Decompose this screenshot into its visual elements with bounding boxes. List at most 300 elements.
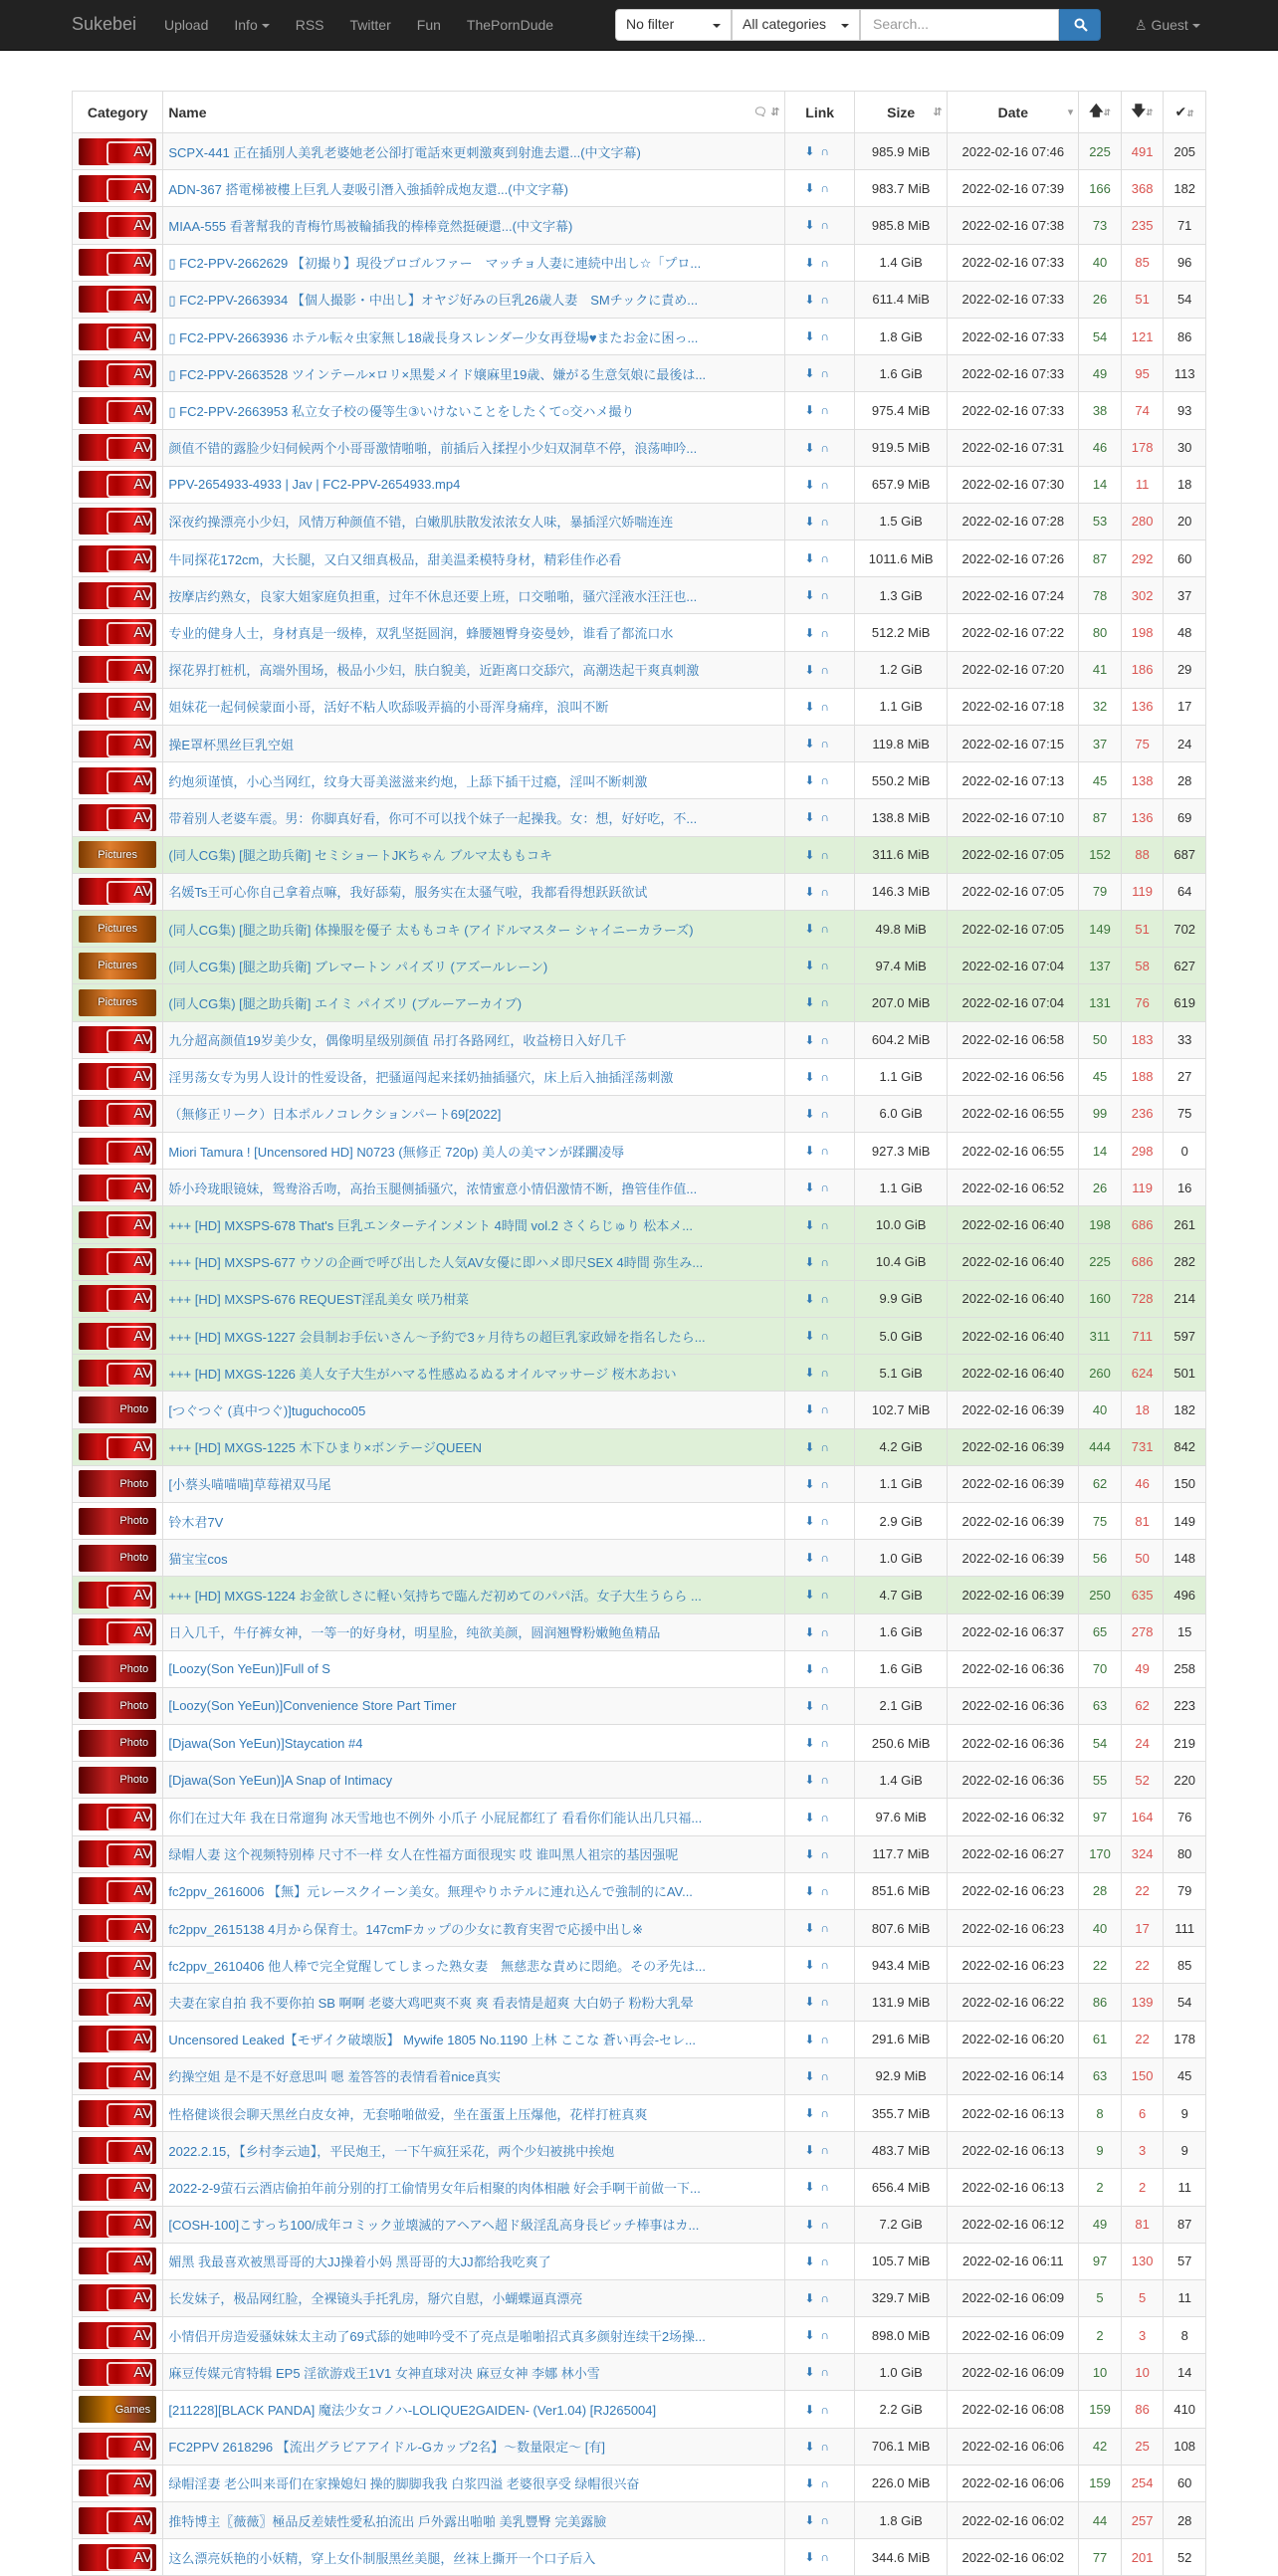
magnet-icon[interactable]: ∩ [820,255,836,270]
category-badge[interactable]: AV [79,1360,156,1387]
category-badge[interactable]: AV [79,1100,156,1127]
torrent-title-link[interactable]: +++ [HD] MXSPS-677 ウソの企画で呼び出した人気AV女優に即ハメ即尺SEX 4時間 弥生み... [168,1255,704,1271]
torrent-title-link[interactable]: 性格健谈很会聊天黑丝白皮女神，无套啪啪做爱，坐在蛋蛋上压爆他，花样打桩真爽 [168,2106,648,2122]
magnet-icon[interactable]: ∩ [820,1366,836,1381]
category-badge[interactable]: Photo [79,1655,156,1682]
download-icon[interactable]: ⬇ [804,477,821,492]
download-icon[interactable]: ⬇ [804,1291,821,1306]
header-name[interactable] [163,92,785,133]
category-badge[interactable]: Photo [79,1767,156,1794]
magnet-icon[interactable]: ∩ [820,2550,836,2565]
torrent-title-link[interactable]: +++ [HD] MXGS-1225 木下ひまり×ボンテージQUEEN [168,1440,483,1456]
magnet-icon[interactable]: ∩ [820,2032,836,2046]
download-icon[interactable]: ⬇ [804,403,821,418]
category-badge[interactable]: AV [79,2507,156,2534]
magnet-icon[interactable]: ∩ [820,1032,836,1047]
site-brand[interactable]: Sukebei [72,14,137,34]
torrent-title-link[interactable]: Uncensored Leaked【モザイク破壊版】 Mywife 1805 No.1190 上林 ここな 蒼い再会-セレ... [168,2033,696,2048]
torrent-title-link[interactable]: 约炮须谨慎，小心当网红，纹身大哥美滋滋来约炮，上舔下插干过瘾，淫叫不断刺激 [168,773,648,789]
seeders-cell: 26 [1079,1170,1122,1206]
category-badge[interactable]: AV [79,1915,156,1942]
download-icon[interactable]: ⬇ [804,144,821,159]
download-icon[interactable]: ⬇ [804,1106,821,1121]
download-icon[interactable]: ⬇ [804,2365,821,2380]
magnet-icon[interactable]: ∩ [820,2106,836,2121]
category-badge[interactable]: AV [79,1952,156,1979]
torrent-title-link[interactable]: 铃木君7V [168,1514,224,1530]
magnet-icon[interactable]: ∩ [820,2254,836,2268]
download-icon[interactable]: ⬇ [804,2143,821,2158]
download-icon[interactable]: ⬇ [804,1144,821,1159]
magnet-icon[interactable]: ∩ [820,218,836,233]
category-badge[interactable]: AV [79,2026,156,2052]
magnet-icon[interactable]: ∩ [820,2180,836,2195]
download-icon[interactable]: ⬇ [804,1329,821,1344]
magnet-icon[interactable]: ∩ [820,1329,836,1344]
torrent-title-link[interactable]: fc2ppv_2615138 4月から保育士。147cmFカップの少女に教育実習で応援中出し※ [168,1921,644,1937]
link-cell [785,984,855,1021]
category-badge[interactable]: AV [79,2248,156,2274]
download-icon[interactable]: ⬇ [804,2550,821,2565]
nav-upload[interactable]: Upload [164,17,209,33]
download-icon[interactable]: ⬇ [804,1476,821,1491]
category-badge[interactable]: Photo [79,1470,156,1497]
download-icon[interactable]: ⬇ [804,366,821,381]
magnet-icon[interactable]: ∩ [820,292,836,307]
torrent-title-link[interactable]: MIAA-555 看著幫我的青梅竹馬被輪插我的棒棒竟然挺硬還...(中文字幕) [168,218,573,234]
download-icon[interactable]: ⬇ [804,329,821,344]
category-badge[interactable]: AV [79,397,156,424]
magnet-icon[interactable]: ∩ [820,1254,836,1269]
category-badge[interactable]: AV [79,582,156,609]
torrent-title-link[interactable]: (同人CG集) [腿之助兵衛] ブレマートン パイズリ (アズールレーン) [168,959,548,974]
download-icon[interactable]: ⬇ [804,1181,821,1195]
header-size[interactable] [854,92,947,133]
category-badge[interactable]: AV [79,804,156,831]
category-badge[interactable]: AV [79,1804,156,1830]
torrent-title-link[interactable]: fc2ppv_2616006 【無】元レースクイーン美女。無理やりホテルに連れ込んで強制的にAV... [168,1884,693,1900]
torrent-title-link[interactable]: PPV-2654933-4933 | Jav | FC2-PPV-2654933.mp4 [168,477,461,493]
name-cell [163,2206,785,2243]
download-icon[interactable]: ⬇ [804,2217,821,2232]
magnet-icon[interactable]: ∩ [820,1921,836,1936]
nav-fun[interactable]: Fun [416,17,441,33]
download-icon[interactable]: ⬇ [804,2513,821,2528]
magnet-icon[interactable]: ∩ [820,366,836,381]
magnet-icon[interactable]: ∩ [820,329,836,344]
category-badge[interactable]: Photo [79,1508,156,1535]
download-icon[interactable]: ⬇ [804,1366,821,1381]
magnet-icon[interactable]: ∩ [820,847,836,862]
torrent-title-link[interactable]: 日入几千，牛仔裤女神，一等一的好身材，明星脸，纯欲美颜，圆润翘臀粉嫩鲍鱼精品 [168,1625,661,1641]
filter-select[interactable] [615,9,732,41]
category-badge[interactable]: AV [79,2359,156,2386]
torrent-title-link[interactable]: [COSH-100]こすっち100/成年コミック並壊滅的アヘアヘ超ド級淫乱高身長ビッチ棒事はカ... [168,2218,700,2234]
download-icon[interactable]: ⬇ [804,1810,821,1825]
category-badge[interactable]: AV [79,360,156,387]
download-icon[interactable]: ⬇ [804,218,821,233]
category-badge[interactable]: AV [79,1248,156,1275]
magnet-icon[interactable]: ∩ [820,884,836,899]
torrent-title-link[interactable]: 你们在过大年 我在日常遛狗 冰天雪地也不例外 小爪子 小屁屁都红了 看看你们能认出几只福... [168,1811,703,1826]
download-icon[interactable]: ⬇ [804,995,821,1010]
table-row [73,2502,1206,2539]
category-badge[interactable]: AV [79,1433,156,1460]
magnet-icon[interactable]: ∩ [820,2328,836,2343]
torrent-title-link[interactable]: 颜值不错的露脸少妇伺候两个小哥哥激情啪啪，前插后入揉捏小少妇双洞草不停，浪荡呻吟... [168,441,698,457]
download-icon[interactable]: ⬇ [804,2180,821,2195]
magnet-icon[interactable]: ∩ [820,959,836,973]
torrent-title-link[interactable]: 猫宝宝cos [168,1551,228,1567]
magnet-icon[interactable]: ∩ [820,1551,836,1566]
torrent-title-link[interactable]: [小蔡头喵喵喵]草莓裙双马尾 [168,1477,331,1493]
category-badge[interactable]: AV [79,878,156,905]
download-icon[interactable]: ⬇ [804,2475,821,2490]
torrent-title-link[interactable]: +++ [HD] MXGS-1224 お金欲しさに軽い気持ちで臨んだ初めてのパパ活。女子大生うらら ... [168,1588,702,1604]
torrent-title-link[interactable]: 九分超高颜值19岁美少女，偶像明星级别颜值 吊打各路网红，收益榜日入好几千 [168,1033,627,1049]
header-seeders[interactable] [1079,92,1122,133]
torrent-title-link[interactable]: 探花界打桩机，高端外围场，极品小少妇，肤白貌美，近距离口交舔穴，高潮迭起干爽真刺激 [168,663,700,679]
category-badge[interactable]: AV [79,175,156,202]
download-icon[interactable]: ⬇ [804,514,821,529]
category-badge[interactable]: Photo [79,1730,156,1757]
torrent-title-link[interactable]: 麻豆传媒元宵特辑 EP5 淫欲游戏王1V1 女神直球对决 麻豆女神 李娜 林小雪 [168,2365,600,2381]
category-badge[interactable]: AV [79,1877,156,1904]
magnet-icon[interactable]: ∩ [820,181,836,196]
download-icon[interactable]: ⬇ [804,1773,821,1788]
category-badge[interactable]: AV [79,1323,156,1350]
user-menu[interactable] [1135,0,1200,51]
date-cell: 2022-02-16 06:06 [948,2465,1079,2501]
name-cell [163,429,785,466]
magnet-icon[interactable]: ∩ [820,1736,836,1751]
category-badge[interactable]: AV [79,2137,156,2164]
magnet-icon[interactable]: ∩ [820,1476,836,1491]
magnet-icon[interactable]: ∩ [820,144,836,159]
seeders-cell: 38 [1079,392,1122,429]
download-icon[interactable]: ⬇ [804,1958,821,1973]
download-icon[interactable]: ⬇ [804,1921,821,1936]
magnet-icon[interactable]: ∩ [820,737,836,751]
category-badge[interactable]: AV [79,619,156,646]
category-badge[interactable]: AV [79,1063,156,1090]
magnet-icon[interactable]: ∩ [820,477,836,492]
torrent-title-link[interactable]: 牛同探花172cm，大长腿，又白又细真极品，甜美温柔模特身材，精彩佳作必看 [168,551,622,567]
torrent-title-link[interactable]: 2022-2-9萤石云酒店偷拍年前分别的打工偷情男女年后相聚的肉体相融 好会手啊干前做一下... [168,2180,701,2196]
magnet-icon[interactable]: ∩ [820,2290,836,2305]
date-cell: 2022-02-16 06:02 [948,2539,1079,2576]
category-badge[interactable]: AV [79,2544,156,2571]
download-icon[interactable]: ⬇ [804,255,821,270]
category-badge[interactable]: AV [79,1175,156,1201]
category-badge[interactable]: AV [79,2100,156,2127]
torrent-title-link[interactable]: [Loozy(Son YeEun)]Convenience Store Part Timer [168,1698,457,1714]
download-icon[interactable]: ⬇ [804,922,821,937]
download-icon[interactable]: ⬇ [804,699,821,714]
table-row [73,948,1206,984]
torrent-title-link[interactable]: (同人CG集) [腿之助兵衛] セミショートJKちゃん ブルマ太ももコキ [168,848,552,864]
category-badge[interactable]: AV [79,1285,156,1312]
download-icon[interactable]: ⬇ [804,884,821,899]
download-icon[interactable]: ⬇ [804,1551,821,1566]
comments-sort-icon[interactable]: 🗨 ⇵ [753,107,780,118]
category-badge[interactable]: Photo [79,1545,156,1572]
magnet-icon[interactable]: ∩ [820,2365,836,2380]
magnet-icon[interactable]: ∩ [820,995,836,1010]
magnet-icon[interactable]: ∩ [820,1181,836,1195]
category-badge[interactable]: Photo [79,1396,156,1423]
download-icon[interactable]: ⬇ [804,1846,821,1861]
magnet-icon[interactable]: ∩ [820,1144,836,1159]
download-icon[interactable]: ⬇ [804,2106,821,2121]
nav-theporndude[interactable]: ThePornDude [466,17,554,33]
header-date[interactable] [948,92,1079,133]
magnet-icon[interactable]: ∩ [820,440,836,455]
category-badge[interactable]: AV [79,545,156,572]
torrent-title-link[interactable]: 名媛Ts王可心你自己拿着点嘛，我好舔菊，服务实在太骚气啦，我都看得想跃跃欲试 [168,885,648,901]
magnet-icon[interactable]: ∩ [820,2439,836,2454]
torrent-title-link[interactable]: FC2PPV 2618296 【流出グラビアアイドル-Gカップ2名】～数量限定～ [有] [168,2440,605,2456]
download-icon[interactable]: ⬇ [804,551,821,566]
category-badge[interactable]: AV [79,767,156,794]
download-icon[interactable]: ⬇ [804,773,821,788]
category-badge[interactable]: AV [79,2284,156,2311]
magnet-icon[interactable]: ∩ [820,1995,836,2010]
size-cell: 291.6 MiB [854,2021,947,2057]
torrent-title-link[interactable]: 绿帽人妻 这个视频特别棒 尺寸不一样 女人在性福方面很现实 哎 谁叫黑人祖宗的基因强呢 [168,1847,679,1863]
torrent-title-link[interactable]: 深夜约操漂亮小少妇，风情万种颜值不错，白嫩肌肤散发浓浓女人味，暴插淫穴娇喘连连 [168,515,674,531]
download-icon[interactable]: ⬇ [804,2290,821,2305]
magnet-icon[interactable]: ∩ [820,1588,836,1603]
magnet-icon[interactable]: ∩ [820,2217,836,2232]
magnet-icon[interactable]: ∩ [820,1661,836,1676]
download-icon[interactable]: ⬇ [804,1514,821,1529]
torrent-title-link[interactable]: +++ [HD] MXGS-1227 会員制お手伝いさん～予約で3ヶ月待ちの超巨乳家政婦を指名したら... [168,1329,706,1345]
link-cell [785,1280,855,1317]
nav-twitter[interactable]: Twitter [349,17,391,33]
category-badge[interactable]: AV [79,1618,156,1645]
torrent-title-link[interactable]: [211228][BLACK PANDA] 魔法少女コノハ-LOLIQUE2GAIDEN- (Ver1.04) [RJ265004] [168,2403,657,2419]
magnet-icon[interactable]: ∩ [820,2475,836,2490]
category-badge[interactable]: AV [79,2469,156,2496]
magnet-icon[interactable]: ∩ [820,551,836,566]
torrent-title-link[interactable]: 推特博主〖薇薇〗極品反差婊性愛私拍流出 戶外露出啪啪 美乳豐臀 完美露臉 [168,2513,607,2529]
category-badge[interactable]: AV [79,1989,156,2016]
torrent-title-link[interactable]: ▯ FC2-PPV-2663953 私立女子校の優等生③いけないことをしたくて○交ハメ撮り [168,403,635,419]
download-icon[interactable]: ⬇ [804,2254,821,2268]
torrent-title-link[interactable]: ADN-367 搭電梯被樓上巨乳人妻吸引潛入強插幹成炮友還...(中文字幕) [168,181,568,197]
category-badge[interactable]: AV [79,1138,156,1165]
magnet-icon[interactable]: ∩ [820,1217,836,1232]
download-icon[interactable]: ⬇ [804,1588,821,1603]
header-completed[interactable] [1164,92,1206,133]
download-icon[interactable]: ⬇ [804,1883,821,1898]
magnet-icon[interactable]: ∩ [820,662,836,677]
torrent-title-link[interactable]: +++ [HD] MXSPS-678 That's 巨乳エンターテインメント 4時間 vol.2 さくらじゅり 松本メ... [168,1218,694,1234]
download-icon[interactable]: ⬇ [804,1439,821,1454]
category-badge[interactable]: AV [79,138,156,165]
download-icon[interactable]: ⬇ [804,847,821,862]
magnet-icon[interactable]: ∩ [820,1439,836,1454]
category-badge[interactable]: AV [79,656,156,683]
search-input[interactable]: Search... [860,9,1059,41]
magnet-icon[interactable]: ∩ [820,1810,836,1825]
magnet-icon[interactable]: ∩ [820,1846,836,1861]
torrent-title-link[interactable]: 专业的健身人士，身材真是一级棒，双乳坚挺圆润，蜂腰翘臀身姿曼妙，谁看了都流口水 [168,626,674,642]
magnet-icon[interactable]: ∩ [820,2513,836,2528]
magnet-icon[interactable]: ∩ [820,2068,836,2083]
torrent-title-link[interactable]: 带着别人老婆车震。男：你脚真好看，你可不可以找个妹子一起操我。女：想，好好吃，不... [168,810,698,826]
torrent-title-link[interactable]: （無修正リーク）日本ポルノコレクションパート69[2022] [168,1107,502,1123]
torrent-title-link[interactable]: Miori Tamura ! [Uncensored HD] N0723 (無修正 720p) 美人の美マンが蹂躙凌辱 [168,1144,625,1160]
torrent-title-link[interactable]: [Djawa(Son YeEun)]A Snap of Intimacy [168,1772,393,1788]
torrent-title-link[interactable]: +++ [HD] MXGS-1226 美人女子大生がハマる性感ぬるぬるオイルマッサージ 桜木あおい [168,1366,677,1382]
torrent-title-link[interactable]: (同人CG集) [腿之助兵衛] 体操服を優子 太ももコキ (アイドルマスター シャイニーカラーズ) [168,922,694,938]
link-cell [785,2057,855,2094]
magnet-icon[interactable]: ∩ [820,1069,836,1084]
magnet-icon[interactable]: ∩ [820,2143,836,2158]
download-icon[interactable]: ⬇ [804,292,821,307]
category-badge[interactable]: AV [79,2322,156,2349]
category-badge[interactable]: AV [79,1026,156,1053]
magnet-icon[interactable]: ∩ [820,699,836,714]
download-icon[interactable]: ⬇ [804,181,821,196]
download-icon[interactable]: ⬇ [804,2032,821,2046]
torrent-title-link[interactable]: 小情侣开房造爱骚妹妹太主动了69式舔的她呻吟受不了亮点是啪啪招式真多颜射连续干2场操... [168,2328,706,2344]
magnet-icon[interactable]: ∩ [820,2402,836,2417]
category-badge[interactable]: AV [79,286,156,313]
download-icon[interactable]: ⬇ [804,737,821,751]
magnet-icon[interactable]: ∩ [820,922,836,937]
category-badge[interactable]: Photo [79,1692,156,1719]
header-category[interactable]: Category [73,92,163,133]
category-badge[interactable]: AV [79,212,156,239]
download-icon[interactable]: ⬇ [804,1032,821,1047]
magnet-icon[interactable]: ∩ [820,1291,836,1306]
download-icon[interactable]: ⬇ [804,1736,821,1751]
torrent-title-link[interactable]: 娇小玲珑眼镜妹，鸳鸯浴舌吻，高抬玉腿侧插骚穴，浓情蜜意小情侣激情不断，撸管佳作值... [168,1181,698,1196]
torrent-title-link[interactable]: 2022.2.15，【乡村李云迪】，平民炮王，一下午疯狂采花，两个少妇被挑中挨炮 [168,2143,615,2159]
download-icon[interactable]: ⬇ [804,588,821,603]
category-cell [73,392,163,429]
magnet-icon[interactable]: ∩ [820,625,836,640]
torrent-title-link[interactable]: 淫男荡女专为男人设计的性爱设备，把骚逼闯起来揉奶抽插骚穴，床上后入抽插淫荡刺激 [168,1070,674,1086]
torrent-title-link[interactable]: [Djawa(Son YeEun)]Staycation #4 [168,1735,363,1751]
torrent-title-link[interactable]: 媚黑 我最喜欢被黑哥哥的大JJ操着小妈 黑哥哥的大JJ都给我吃爽了 [168,2254,551,2270]
torrent-title-link[interactable]: fc2ppv_2610406 他人棒で完全覚醒してしまった熟女妻 無慈悲な責めに悶絶。その矛先は... [168,1958,706,1974]
download-icon[interactable]: ⬇ [804,1217,821,1232]
magnet-icon[interactable]: ∩ [820,1106,836,1121]
download-icon[interactable]: ⬇ [804,1254,821,1269]
category-cell [73,577,163,614]
magnet-icon[interactable]: ∩ [820,1514,836,1529]
torrent-title-link[interactable]: ▯ FC2-PPV-2663936 ホテル転々虫家無し18歳長身スレンダー少女再登場♥またお金に困っ... [168,329,699,345]
download-icon[interactable]: ⬇ [804,1624,821,1639]
category-badge[interactable]: AV [79,434,156,461]
category-badge[interactable]: AV [79,1840,156,1867]
magnet-icon[interactable]: ∩ [820,1958,836,1973]
download-icon[interactable]: ⬇ [804,959,821,973]
download-icon[interactable]: ⬇ [804,1069,821,1084]
download-icon[interactable]: ⬇ [804,2439,821,2454]
torrent-title-link[interactable]: (同人CG集) [腿之助兵衛] エイミ パイズリ (ブルーアーカイブ) [168,995,523,1011]
category-badge[interactable]: AV [79,731,156,757]
download-icon[interactable]: ⬇ [804,1698,821,1713]
torrent-title-link[interactable]: ▯ FC2-PPV-2662629 【初撮り】現役プロゴルファー マッチョ人妻に連続中出し☆「プロ... [168,256,702,272]
category-badge[interactable]: AV [79,249,156,276]
category-select[interactable] [732,9,860,41]
nav-info-dropdown[interactable] [221,0,282,51]
search-button[interactable] [1059,9,1101,41]
category-badge[interactable]: AV [79,2433,156,2460]
category-badge[interactable]: AV [79,1211,156,1238]
torrent-title-link[interactable]: ▯ FC2-PPV-2663528 ツインテール×ロリ×黒髪メイド嬢麻里19歳、嫌がる生意気娘に最後は... [168,366,707,382]
download-icon[interactable]: ⬇ [804,1661,821,1676]
magnet-icon[interactable]: ∩ [820,773,836,788]
torrent-title-link[interactable]: SCPX-441 正在插別人美乳老婆她老公卻打電話來更刺激爽到射進去還...(中文字幕) [168,144,641,160]
category-badge[interactable]: Pictures [79,989,156,1016]
torrent-title-link[interactable]: 操E罩杯黑丝巨乳空姐 [168,737,295,752]
category-badge[interactable]: Pictures [79,916,156,943]
magnet-icon[interactable]: ∩ [820,1624,836,1639]
category-badge[interactable]: AV [79,508,156,535]
magnet-icon[interactable]: ∩ [820,514,836,529]
category-badge[interactable]: AV [79,1582,156,1609]
category-badge[interactable]: AV [79,323,156,350]
magnet-icon[interactable]: ∩ [820,1883,836,1898]
category-badge[interactable]: AV [79,2174,156,2201]
category-badge[interactable]: AV [79,2062,156,2089]
category-badge[interactable]: AV [79,693,156,720]
torrent-title-link[interactable]: 按摩店约熟女，良家大姐家庭负担重，过年不休息还要上班，口交啪啪，骚穴淫液水汪汪也... [168,588,698,604]
magnet-icon[interactable]: ∩ [820,1698,836,1713]
magnet-icon[interactable]: ∩ [820,1402,836,1417]
download-icon[interactable]: ⬇ [804,810,821,825]
magnet-icon[interactable]: ∩ [820,403,836,418]
download-icon[interactable]: ⬇ [804,662,821,677]
magnet-icon[interactable]: ∩ [820,1773,836,1788]
download-icon[interactable]: ⬇ [804,1995,821,2010]
torrent-title-link[interactable]: 绿帽淫妻 老公叫来哥们在家操媳妇 操的脚脚我我 白浆四溢 老婆很享受 绿帽很兴奋 [168,2476,640,2492]
category-badge[interactable]: Pictures [79,841,156,868]
torrent-title-link[interactable]: 姐妹花一起伺候蒙面小哥，活好不粘人吹舔吸弄搞的小哥浑身痛痒，浪叫不断 [168,700,609,716]
download-icon[interactable]: ⬇ [804,625,821,640]
torrent-title-link[interactable]: +++ [HD] MXSPS-676 REQUEST淫乱美女 咲乃柑菜 [168,1292,469,1308]
torrent-title-link[interactable]: 这么漂亮妖艳的小妖精，穿上女仆制服黑丝美腿，丝袜上撕开一个口子后入 [168,2550,596,2566]
download-icon[interactable]: ⬇ [804,2068,821,2083]
header-leechers[interactable] [1121,92,1164,133]
download-icon[interactable]: ⬇ [804,2402,821,2417]
torrent-title-link[interactable]: 长发妹子，极品网红脸，全裸镜头手托乳房，掰穴自慰，小蝴蝶逼真漂亮 [168,2291,583,2307]
magnet-icon[interactable]: ∩ [820,588,836,603]
torrent-title-link[interactable]: ▯ FC2-PPV-2663934 【個人撮影・中出し】オヤジ好みの巨乳26歳人妻 SMチックに責め... [168,293,699,309]
download-icon[interactable]: ⬇ [804,1402,821,1417]
torrent-title-link[interactable]: 夫妻在家自拍 我不要你拍 SB 啊啊 老婆大鸡吧爽不爽 爽 看表情是超爽 大白奶子 粉粉大乳晕 [168,1995,694,2011]
torrent-title-link[interactable]: [Loozy(Son YeEun)]Full of S [168,1661,330,1677]
magnet-icon[interactable]: ∩ [820,810,836,825]
download-icon[interactable]: ⬇ [804,2328,821,2343]
table-row [73,2465,1206,2501]
nav-rss[interactable]: RSS [295,17,324,33]
torrent-title-link[interactable]: 约操空姐 是不是不好意思叫 嗯 羞答答的表情看着nice真实 [168,2069,502,2085]
category-badge[interactable]: AV [79,471,156,498]
category-badge[interactable]: Pictures [79,953,156,979]
download-icon[interactable]: ⬇ [804,440,821,455]
category-badge[interactable]: AV [79,2211,156,2238]
category-badge[interactable]: Games [79,2396,156,2423]
torrent-title-link[interactable]: [つぐつぐ (真中つぐ)]tuguchoco05 [168,1402,366,1418]
category-cell [73,2465,163,2501]
